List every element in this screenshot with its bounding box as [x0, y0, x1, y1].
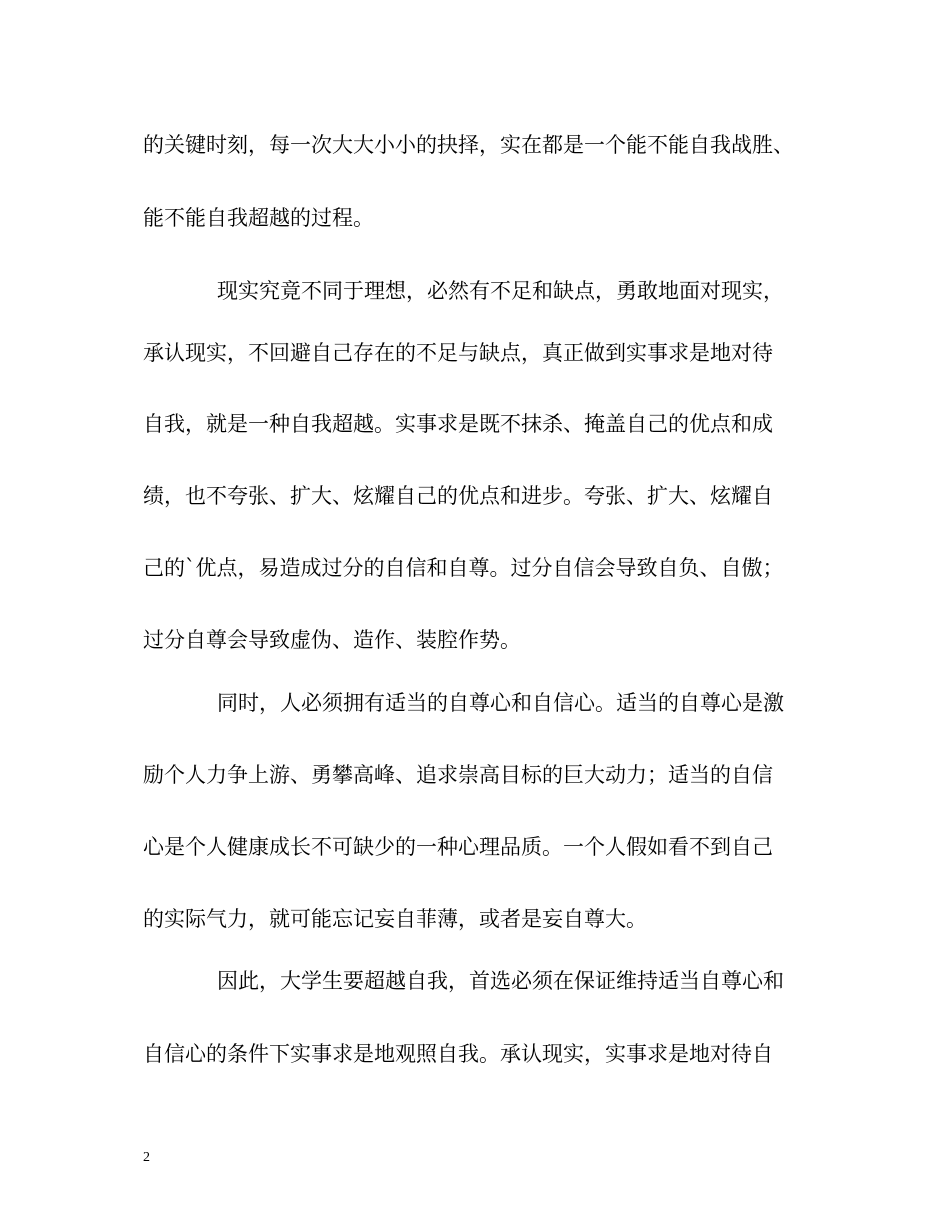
text-line: 过分自尊会导致虚伪、造作、装腔作势。 — [143, 628, 521, 652]
text-line: 绩，也不夸张、扩大、炫耀自己的优点和进步。夸张、扩大、炫耀自 — [143, 484, 773, 508]
text-line: 的实际气力，就可能忘记妄自菲薄，或者是妄自尊大。 — [143, 907, 647, 931]
text-line: 自我，就是一种自我超越。实事求是既不抹杀、掩盖自己的优点和成 — [143, 412, 773, 436]
paragraph-first-line: 因此，大学生要超越自我，首选必须在保证维持适当自尊心和 — [217, 969, 784, 993]
paragraph-first-line: 现实究竟不同于理想，必然有不足和缺点，勇敢地面对现实， — [217, 279, 784, 303]
paragraph-first-line: 同时，人必须拥有适当的自尊心和自信心。适当的自尊心是激 — [217, 691, 784, 715]
page-number: 2 — [143, 1150, 150, 1165]
text-line: 承认现实，不回避自己存在的不足与缺点，真正做到实事求是地对待 — [143, 341, 773, 365]
text-line: 心是个人健康成长不可缺少的一种心理品质。一个人假如看不到自己 — [143, 835, 773, 859]
text-line: 的关键时刻，每一次大大小小的抉择，实在都是一个能不能自我战胜、 — [143, 133, 794, 157]
text-line: 己的`优点，易造成过分的自信和自尊。过分自信会导致自负、自傲； — [143, 556, 784, 580]
text-line: 能不能自我超越的过程。 — [143, 206, 374, 230]
text-line: 励个人力争上游、勇攀高峰、追求崇高目标的巨大动力；适当的自信 — [143, 763, 773, 787]
text-line: 自信心的条件下实事求是地观照自我。承认现实，实事求是地对待自 — [143, 1042, 773, 1066]
